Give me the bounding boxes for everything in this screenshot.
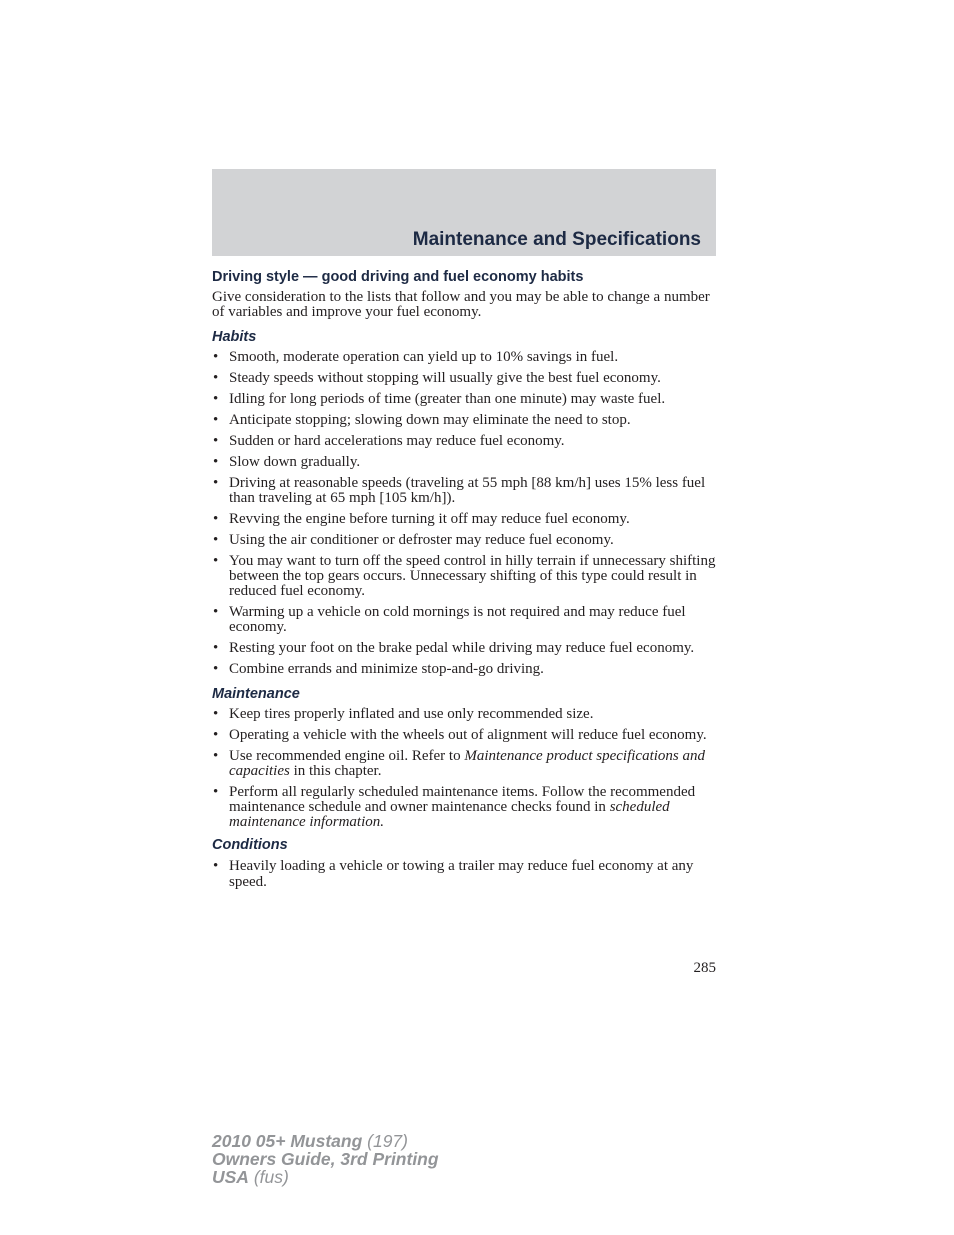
conditions-heading: Conditions — [212, 837, 288, 853]
document-footer — [212, 1132, 439, 1186]
habits-heading: Habits — [212, 329, 257, 345]
list-item-text: Use recommended engine oil. Refer to — [229, 748, 465, 764]
list-item: • You may want to turn off the speed control in hilly terrain if unnecessary shifting between the top gears occurs. Unnecessary shifting of this type could result in reduced fuel economy. — [212, 554, 716, 599]
list-item: • Using the air conditioner or defroster may reduce fuel economy. — [212, 533, 716, 548]
footer-market: USA — [212, 1167, 249, 1187]
page-number: 285 — [693, 960, 716, 976]
list-item: • Combine errands and minimize stop-and-go driving. — [212, 662, 716, 677]
list-item: • Anticipate stopping; slowing down may eliminate the need to stop. — [212, 413, 716, 428]
cross-reference: scheduled maintenance information. — [229, 799, 670, 830]
list-item: • Resting your foot on the brake pedal while driving may reduce fuel economy. — [212, 641, 716, 656]
section-title: Driving style — good driving and fuel economy habits — [212, 269, 584, 285]
cross-reference: Maintenance product specifications and capacities — [229, 748, 705, 779]
footer-market-code: (fus) — [248, 1167, 289, 1187]
list-item: • Revving the engine before turning it off may reduce fuel economy. — [212, 512, 716, 527]
maintenance-heading: Maintenance — [212, 686, 300, 702]
maintenance-list — [212, 707, 716, 830]
list-item: • Steady speeds without stopping will usually give the best fuel economy. — [212, 371, 716, 386]
footer-line-printing: Owners Guide, 3rd Printing — [212, 1149, 439, 1169]
list-item-text: Perform all regularly scheduled maintenance items. Follow the recommended maintenance schedule and owner maintenance checks found in — [229, 784, 696, 815]
list-item: • Heavily loading a vehicle or towing a trailer may reduce fuel economy at any speed. — [212, 858, 716, 890]
list-item: • Slow down gradually. — [212, 455, 716, 470]
list-item: • Operating a vehicle with the wheels out of alignment will reduce fuel economy. — [212, 728, 716, 743]
chapter-title: Maintenance and Specifications — [412, 229, 701, 250]
list-item: • Sudden or hard accelerations may reduce fuel economy. — [212, 434, 716, 449]
list-item — [212, 749, 716, 779]
list-item-text: in this chapter. — [289, 763, 382, 779]
conditions-list — [212, 858, 716, 890]
list-item: • Warming up a vehicle on cold mornings is not required and may reduce fuel economy. — [212, 605, 716, 635]
habits-list — [212, 350, 716, 677]
list-item: • Idling for long periods of time (greater than one minute) may waste fuel. — [212, 392, 716, 407]
footer-line-market — [212, 1168, 439, 1186]
list-item: • Keep tires properly inflated and use only recommended size. — [212, 707, 716, 722]
list-item: • Driving at reasonable speeds (traveling at 55 mph [88 km/h] uses 15% less fuel than traveling at 65 mph [105 km/h]). — [212, 476, 716, 506]
list-item — [212, 785, 716, 830]
chapter-header-band — [212, 169, 716, 256]
list-item: • Smooth, moderate operation can yield up to 10% savings in fuel. — [212, 350, 716, 365]
footer-model: 2010 05+ Mustang — [212, 1131, 363, 1151]
footer-line-model — [212, 1132, 439, 1150]
footer-model-code: (197) — [362, 1131, 408, 1151]
page-content — [212, 268, 716, 896]
section-intro: Give consideration to the lists that follow and you may be able to change a number of variables and improve your fuel economy. — [212, 289, 710, 320]
